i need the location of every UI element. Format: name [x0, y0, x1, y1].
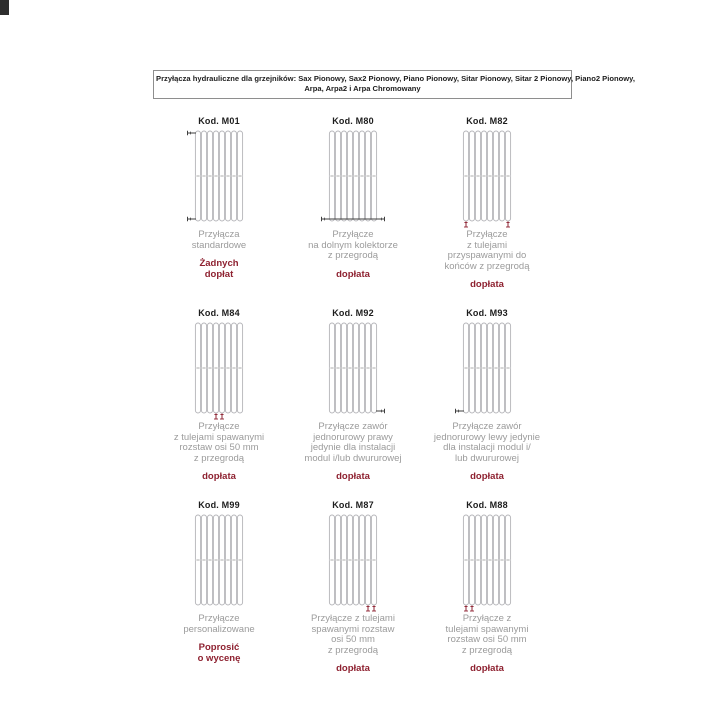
radiator-tubes	[452, 129, 522, 229]
radiator-diagram	[452, 129, 522, 229]
radiator-card	[420, 302, 554, 494]
radiator-card	[420, 494, 554, 686]
description-line: Przyłącze zawór	[452, 421, 522, 432]
description-line: lub dwururowej	[455, 452, 519, 464]
price-note	[199, 258, 238, 280]
price-note-line: dopłat	[204, 269, 234, 280]
price-note	[336, 471, 370, 482]
header-note-line1: Przyłącza hydrauliczne dla grzejników: Sax Pionowy, Sax2 Pionowy, Piano Pionowy, Sitar Pionowy, Sitar 2 Pionowy, Piano2 Pionowy,	[156, 74, 635, 83]
radiator-diagram	[318, 321, 388, 421]
radiator-tubes	[318, 513, 388, 613]
radiator-tubes	[184, 513, 254, 613]
radiator-diagram	[184, 321, 254, 421]
radiator-card	[152, 110, 286, 302]
radiator-tubes	[184, 129, 254, 229]
description-line: Przyłącze	[466, 229, 508, 240]
description-line: Przyłącze zawór	[318, 421, 388, 432]
description-line: Przyłącze	[332, 229, 374, 240]
radiator-diagram	[184, 513, 254, 613]
radiator-code-label: Kod. M99	[198, 500, 240, 510]
description-line: z przegrodą	[193, 452, 245, 464]
radiator-tubes	[452, 321, 522, 421]
price-note-line: dopłata	[470, 663, 504, 674]
description-line: z tulejami	[466, 239, 508, 251]
description-line: personalizowane	[183, 623, 255, 635]
radiator-grid	[152, 110, 554, 686]
radiator-tubes	[318, 129, 388, 229]
radiator-diagram	[318, 513, 388, 613]
connection-description	[183, 614, 254, 635]
description-line: przyspawanymi do	[447, 250, 527, 261]
description-line: standardowe	[191, 239, 247, 251]
connection-description	[446, 614, 529, 656]
price-note	[336, 663, 370, 674]
description-line: z przegrodą	[327, 644, 379, 656]
description-line: dla instalacji modul i/	[443, 442, 531, 453]
radiator-card	[420, 110, 554, 302]
radiator-code-label: Kod. M80	[332, 116, 374, 126]
radiator-diagram	[452, 513, 522, 613]
radiator-code-label: Kod. M93	[466, 308, 508, 318]
radiator-card	[286, 494, 420, 686]
radiator-code-label: Kod. M87	[332, 500, 374, 510]
description-line: jedynie dla instalacji	[310, 442, 396, 453]
price-note-line: dopłata	[202, 471, 236, 482]
radiator-code-label: Kod. M82	[466, 116, 508, 126]
price-note	[202, 471, 236, 482]
price-note	[198, 642, 241, 664]
connection-description	[444, 230, 529, 272]
connection-description	[304, 422, 401, 464]
description-line: rozstaw osi 50 mm	[179, 442, 259, 453]
price-note-line: Poprosić	[198, 642, 240, 653]
price-note	[336, 269, 370, 280]
description-line: Przyłącze z	[462, 613, 512, 624]
price-note-line: dopłata	[470, 471, 504, 482]
price-note-line: o wycenę	[197, 653, 241, 664]
description-line: z przegrodą	[327, 250, 379, 261]
description-line: rozstaw osi 50 mm	[447, 634, 527, 645]
description-line: Przyłącze	[198, 613, 240, 624]
radiator-code-label: Kod. M88	[466, 500, 508, 510]
description-line: Przyłącza	[198, 229, 240, 240]
price-note	[470, 663, 504, 674]
price-note	[470, 471, 504, 482]
connection-description	[434, 422, 540, 464]
description-line: na dolnym kolektorze	[308, 239, 398, 251]
connection-description	[308, 230, 398, 262]
radiator-diagram	[318, 129, 388, 229]
price-note-line: dopłata	[336, 471, 370, 482]
price-note-line: dopłata	[336, 663, 370, 674]
screen-corner-artifact	[0, 0, 9, 15]
description-line: jednorurowy prawy	[313, 431, 393, 443]
radiator-card	[286, 110, 420, 302]
radiator-tubes	[318, 321, 388, 421]
description-line: z przegrodą	[461, 644, 513, 656]
radiator-diagram	[452, 321, 522, 421]
connection-description	[174, 422, 264, 464]
radiator-card	[152, 302, 286, 494]
radiator-tubes	[184, 321, 254, 421]
description-line: osi 50 mm	[331, 634, 375, 645]
description-line: jednorurowy lewy jedynie	[433, 431, 541, 443]
price-note-line: dopłata	[336, 268, 370, 280]
connection-description	[311, 614, 395, 656]
radiator-diagram	[184, 129, 254, 229]
description-line: Przyłącze z tulejami	[311, 613, 395, 624]
radiator-code-label: Kod. M01	[198, 116, 240, 126]
header-note-line2: Arpa, Arpa2 i Arpa Chromowany	[304, 84, 421, 93]
price-note	[470, 279, 504, 290]
connection-description	[192, 230, 246, 251]
radiator-code-label: Kod. M84	[198, 308, 240, 318]
radiator-card	[286, 302, 420, 494]
description-line: z tulejami spawanymi	[173, 431, 265, 443]
description-line: tulejami spawanymi	[445, 623, 529, 635]
price-note-line: dopłata	[470, 279, 504, 290]
radiator-card	[152, 494, 286, 686]
radiator-code-label: Kod. M92	[332, 308, 374, 318]
description-line: modul i/lub dwururowej	[304, 452, 402, 464]
description-line: Przyłącze	[198, 421, 240, 432]
radiator-tubes	[452, 513, 522, 613]
header-note	[153, 70, 635, 99]
description-line: spawanymi rozstaw	[311, 623, 395, 635]
description-line: końców z przegrodą	[444, 260, 530, 272]
price-note-line: Żadnych	[199, 258, 239, 269]
